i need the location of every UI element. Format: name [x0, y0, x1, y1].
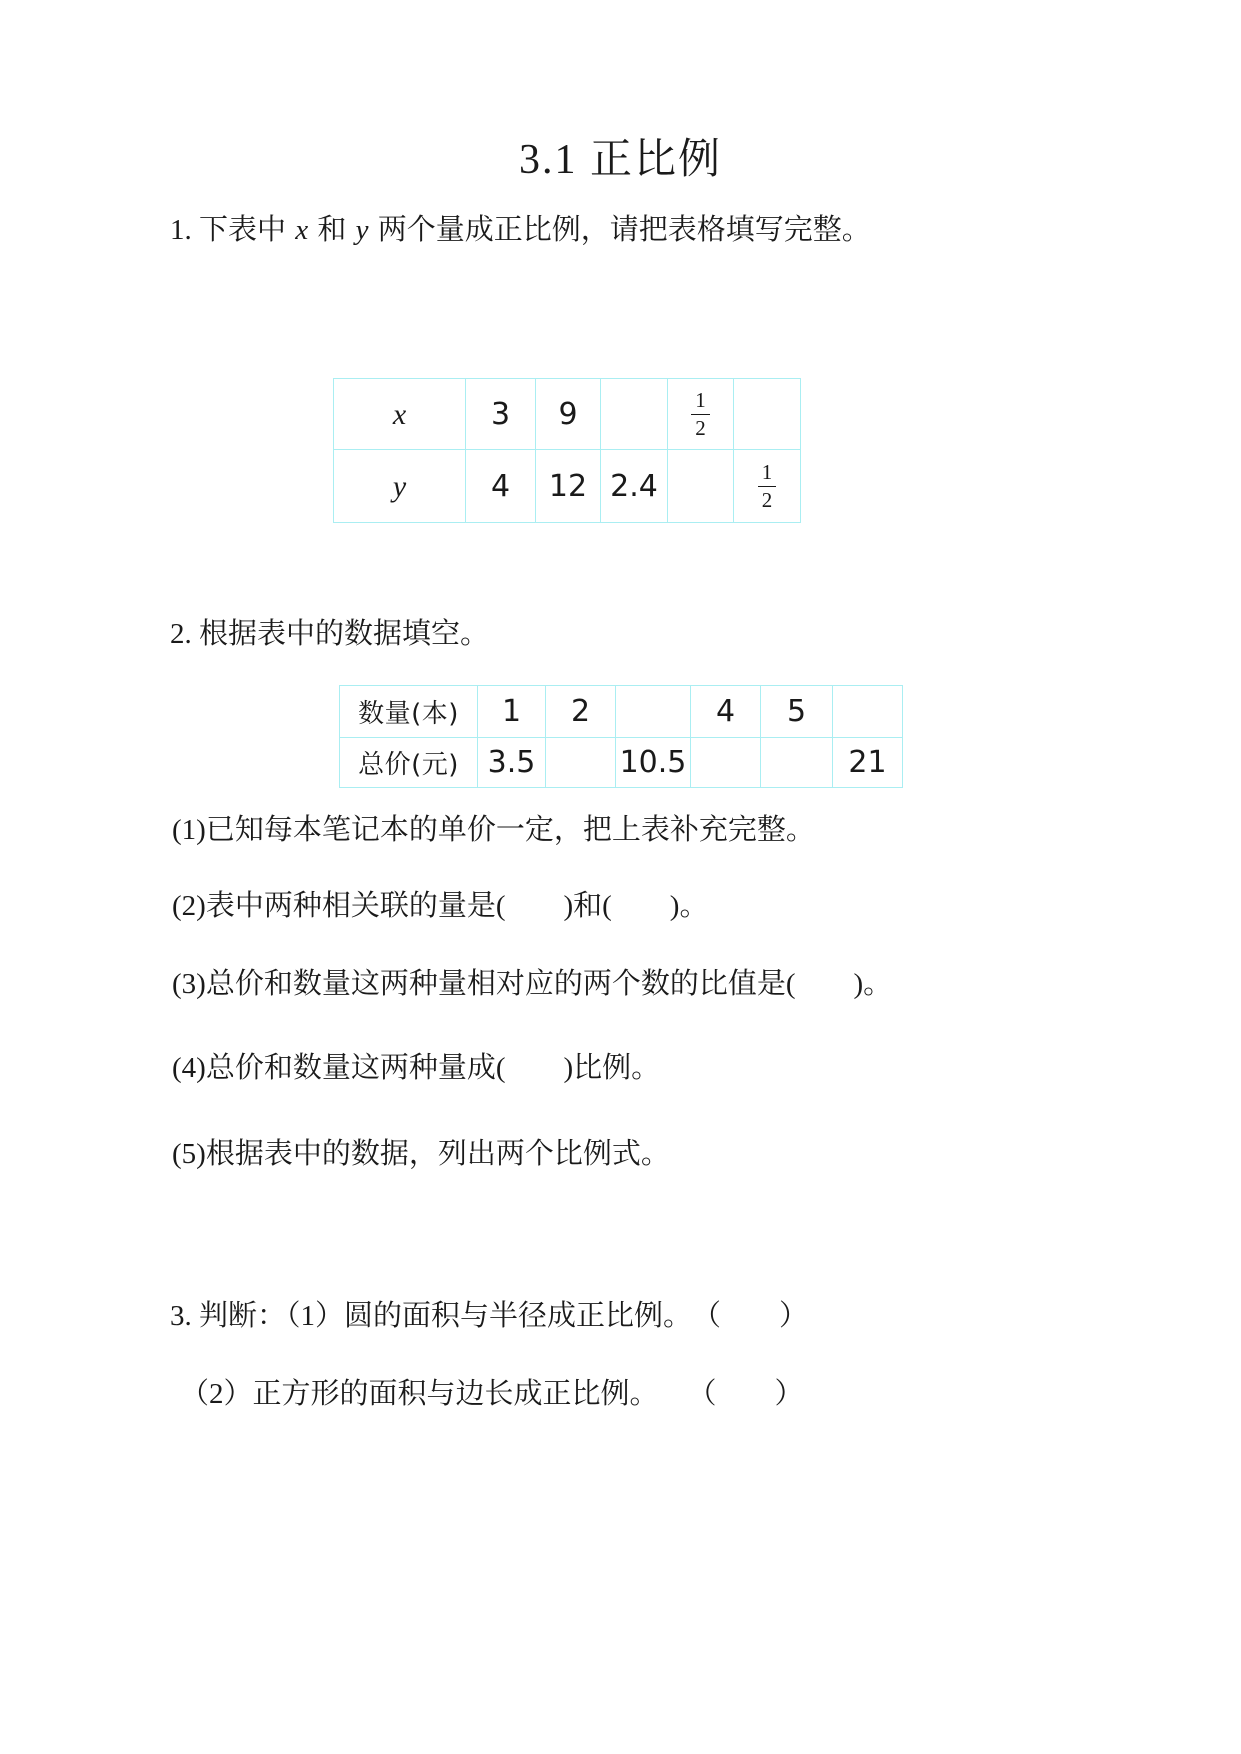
q1-text-mid: 和 — [310, 214, 354, 246]
q1-var-y: y — [355, 214, 369, 246]
question-2-sub-5: (5)根据表中的数据，列出两个比例式。 — [172, 1138, 670, 1170]
table-cell-fraction — [668, 379, 734, 450]
fraction-one-half — [758, 461, 777, 510]
table-cell: 10.5 — [616, 738, 691, 788]
table-cell-blank — [546, 738, 616, 788]
table-cell: 2.4 — [601, 450, 668, 523]
row-label-cell-x — [334, 379, 466, 450]
question-2-sub-1: (1)已知每本笔记本的单价一定，把上表补充完整。 — [172, 814, 815, 846]
question-2-sub-4: (4)总价和数量这两种量成( )比例。 — [172, 1052, 661, 1084]
table-row-quantity — [340, 686, 903, 738]
table-cell: 4 — [691, 686, 761, 738]
question-1-text — [170, 212, 871, 248]
table-cell-blank — [668, 450, 734, 523]
table-cell-blank — [833, 686, 903, 738]
table-cell: 3.5 — [478, 738, 546, 788]
table-cell: 4 — [466, 450, 536, 523]
table-cell: 12 — [536, 450, 601, 523]
q1-text-pre: 1. 下表中 — [170, 214, 294, 246]
fraction-denominator: 2 — [695, 415, 706, 440]
table-cell: 3 — [466, 379, 536, 450]
fraction-numerator: 1 — [691, 389, 710, 414]
table-cell-blank — [601, 379, 668, 450]
page-title: 3.1 正比例 — [518, 137, 722, 183]
table-cell-blank — [691, 738, 761, 788]
table-cell-fraction — [734, 450, 801, 523]
question-2-sub-2: (2)表中两种相关联的量是( )和( )。 — [172, 890, 709, 922]
q1-var-x: x — [295, 214, 309, 246]
fraction-one-half — [691, 389, 710, 438]
q1-text-post: 两个量成正比例，请把表格填写完整。 — [370, 214, 871, 246]
row-label-cell-y — [334, 450, 466, 523]
table-row-x — [334, 379, 801, 450]
table-cell-blank — [616, 686, 691, 738]
row-label-cell-price: 总价(元) — [340, 738, 478, 788]
x-variable-label: x — [392, 397, 407, 431]
row-label-cell-quantity: 数量(本) — [340, 686, 478, 738]
table-row-total-price — [340, 738, 903, 788]
table-cell-blank — [734, 379, 801, 450]
table-row-y — [334, 450, 801, 523]
question-3-line-2: （2）正方形的面积与边长成正比例。 （ ） — [180, 1378, 804, 1410]
question-2-text: 2. 根据表中的数据填空。 — [170, 618, 490, 650]
table-cell: 2 — [546, 686, 616, 738]
table-cell: 21 — [833, 738, 903, 788]
question-3-line-1: 3. 判断：（1）圆的面积与半径成正比例。 （ ） — [170, 1300, 809, 1332]
table-cell: 5 — [761, 686, 833, 738]
question-2-sub-3: (3)总价和数量这两种量相对应的两个数的比值是( )。 — [172, 968, 893, 1000]
q2-price-table — [339, 685, 903, 788]
y-variable-label: y — [392, 469, 407, 503]
table-cell: 9 — [536, 379, 601, 450]
table-cell-blank — [761, 738, 833, 788]
fraction-denominator: 2 — [761, 487, 773, 512]
fraction-numerator: 1 — [758, 461, 777, 486]
table-cell: 1 — [478, 686, 546, 738]
q1-proportion-table — [333, 378, 801, 523]
